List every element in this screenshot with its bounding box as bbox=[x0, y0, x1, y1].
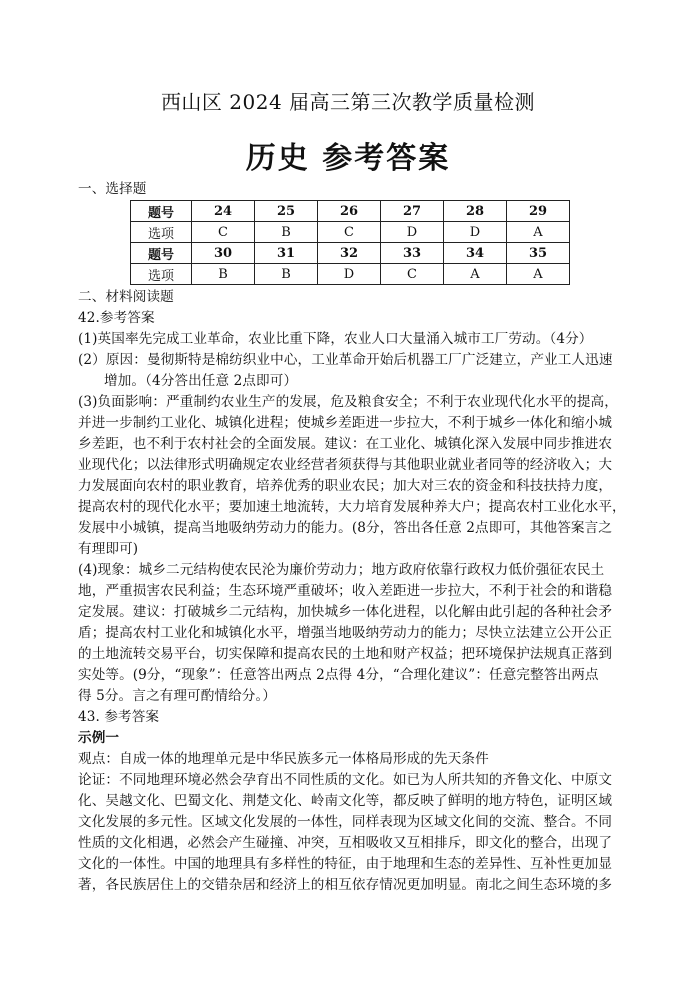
text-line: 文化发展的多元性。区域文化发展的一体性，同样表现为区域文化间的交流、整合。不同 bbox=[78, 814, 613, 830]
table-row bbox=[131, 201, 570, 222]
text-line: 乡差距，也不利于农村社会的全面发展。建议：在工业化、城镇化深入发展中同步推进农 bbox=[78, 436, 613, 452]
row-label: 选项 bbox=[131, 222, 192, 243]
table-cell: C bbox=[192, 222, 255, 243]
text-line: 论证：不同地理环境必然会孕育出不同性质的文化。如已为人所共知的齐鲁文化、中原文 bbox=[78, 772, 613, 788]
text-line: 化、吴越文化、巴蜀文化、荆楚文化、岭南文化等，都反映了鲜明的地方特色，证明区域 bbox=[78, 793, 613, 809]
text-line: 并进一步制约工业化、城镇化进程；使城乡差距进一步拉大，不利于城乡一体化和缩小城 bbox=[78, 415, 613, 431]
table-cell: D bbox=[381, 222, 444, 243]
text-line: 增加。（4分答出任意 2点即可） bbox=[104, 373, 298, 389]
row-label: 选项 bbox=[131, 264, 192, 285]
text-line: 地，严重损害农民利益；生态环境严重破坏；收入差距进一步拉大，不利于社会的和谐稳 bbox=[78, 583, 613, 599]
text-line: 观点：自成一体的地理单元是中华民族多元一体格局形成的先天条件 bbox=[78, 751, 489, 767]
table-cell: A bbox=[507, 264, 570, 285]
answer-table bbox=[130, 200, 570, 285]
table-cell: C bbox=[318, 222, 381, 243]
exam-title: 西山区 2024 届高三第三次教学质量检测 bbox=[160, 90, 536, 114]
text-line: 发展中小城镇，提高当地吸纳劳动力的能力。(8分，答出各任意 2点即可，其他答案言之 bbox=[78, 520, 612, 536]
table-cell: 35 bbox=[507, 243, 570, 264]
table-cell: 29 bbox=[507, 201, 570, 222]
text-line: 著，各民族居住上的交错杂居和经济上的相互依存情况更加明显。南北之间生态环境的多 bbox=[78, 877, 613, 893]
table-cell: B bbox=[255, 264, 318, 285]
table-row bbox=[131, 243, 570, 264]
text-line: 得 5分。言之有理可酌情给分。） bbox=[78, 688, 277, 704]
table-cell: 33 bbox=[381, 243, 444, 264]
table-row bbox=[131, 222, 570, 243]
text-line: 42.参考答案 bbox=[78, 310, 155, 326]
table-cell: A bbox=[444, 264, 507, 285]
table-cell: 30 bbox=[192, 243, 255, 264]
text-line: 性质的文化相遇，必然会产生碰撞、冲突，互相吸收又互相排斥，即文化的整合，出现了 bbox=[78, 835, 613, 851]
example-heading: 示例一 bbox=[78, 730, 120, 746]
text-line: (4)现象：城乡二元结构使农民沦为廉价劳动力；地方政府依靠行政权力低价强征农民土 bbox=[78, 562, 605, 578]
table-cell: D bbox=[444, 222, 507, 243]
text-line: (1)英国率先完成工业革命，农业比重下降，农业人口大量涌入城市工厂劳动。（4分） bbox=[78, 331, 593, 347]
table-cell: 34 bbox=[444, 243, 507, 264]
table-cell: B bbox=[255, 222, 318, 243]
row-label: 题号 bbox=[131, 201, 192, 222]
table-cell: 31 bbox=[255, 243, 318, 264]
text-line: 提高农村的现代化水平；要加速土地流转，大力培育发展种养大户；提高农村工业化水平， bbox=[78, 499, 626, 515]
text-line: 业现代化；以法律形式明确规定农业经营者须获得与其他职业就业者同等的经济收入；大 bbox=[78, 457, 613, 473]
table-cell: A bbox=[507, 222, 570, 243]
table-row bbox=[131, 264, 570, 285]
table-cell: 27 bbox=[381, 201, 444, 222]
table-cell: D bbox=[318, 264, 381, 285]
text-line: 的土地流转交易平台，切实保障和提高农民的土地和财产权益；把环境保护法规真正落到 bbox=[78, 646, 613, 662]
text-line: 文化的一体性。中国的地理具有多样性的特征，由于地理和生态的差异性、互补性更加显 bbox=[78, 856, 613, 872]
section1-heading: 一、选择题 bbox=[78, 181, 147, 197]
section2-heading: 二、材料阅读题 bbox=[78, 289, 174, 305]
table-cell: 26 bbox=[318, 201, 381, 222]
text-line: 43. 参考答案 bbox=[78, 709, 160, 725]
text-line: 有理即可) bbox=[78, 541, 139, 557]
table-cell: B bbox=[192, 264, 255, 285]
text-line: 盾；提高农村工业化和城镇化水平，增强当地吸纳劳动力的能力；尽快立法建立公开公正 bbox=[78, 625, 613, 641]
text-line: 力发展面向农村的职业教育，培养优秀的职业农民；加大对三农的资金和科技扶持力度， bbox=[78, 478, 613, 494]
text-line: 定发展。建议：打破城乡二元结构，加快城乡一体化进程，以化解由此引起的各种社会矛 bbox=[78, 604, 613, 620]
text-line: 实处等。(9分，“现象”：任意答出两点 2点得 4分，“合理化建议”：任意完整答出两点 bbox=[78, 667, 599, 683]
table-cell: 25 bbox=[255, 201, 318, 222]
text-line: (2）原因：曼彻斯特是棉纺织业中心，工业革命开始后机器工厂广泛建立，产业工人迅速 bbox=[78, 352, 613, 368]
row-label: 题号 bbox=[131, 243, 192, 264]
table-cell: 24 bbox=[192, 201, 255, 222]
table-cell: 32 bbox=[318, 243, 381, 264]
table-cell: C bbox=[381, 264, 444, 285]
exam-subtitle: 历史 参考答案 bbox=[245, 141, 451, 176]
table-cell: 28 bbox=[444, 201, 507, 222]
text-line: (3)负面影响：严重制约农业生产的发展，危及粮食安全；不利于农业现代化水平的提高， bbox=[78, 394, 618, 410]
